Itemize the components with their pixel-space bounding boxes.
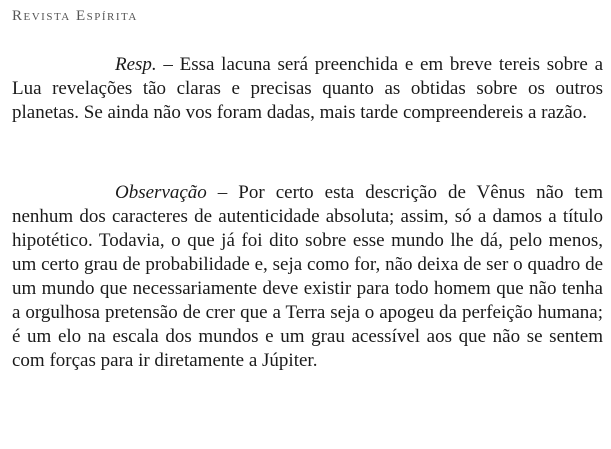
paragraph-body: – Por certo esta descrição de Vênus não tem nenhum dos caracteres de autenticidade absoluta; assim, só a damos a título hipotético. Todavia, o que já foi dito sobre esse mundo lhe dá, pelo menos, um certo grau de probabilidade e, seja como for, não deixa de ser o quadro de um mundo que necessariamente deve existir para todo homem que não tenha a orgulhosa pretensão de crer que a Terra seja o apogeu da perfeição humana; é um elo na escala dos mundos e um grau acessível aos que não se sentem com forças para ir diretamente a Júpiter. [12, 182, 603, 371]
paragraph-response [12, 53, 603, 125]
paragraph-observation [12, 181, 603, 373]
paragraph-lead-label: Observação [115, 182, 207, 203]
running-header: Revista Espírita [12, 8, 138, 24]
paragraph-lead-label: Resp. [115, 54, 157, 75]
paragraph-body: – Essa lacuna será preenchida e em breve tereis sobre a Lua revelações tão claras e precisas quanto as obtidas sobre os outros planetas. Se ainda não vos foram dadas, mais tarde compreendereis a razão. [12, 54, 603, 123]
